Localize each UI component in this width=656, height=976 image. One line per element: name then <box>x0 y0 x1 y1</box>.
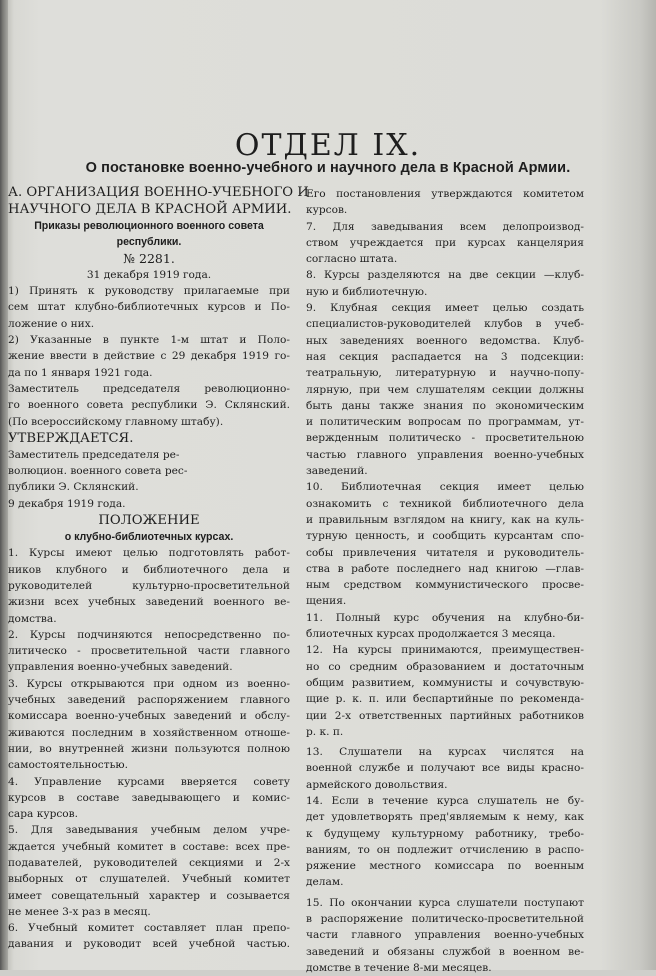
left-column-line: литическо - просветительной части главного <box>8 645 290 658</box>
left-column-line: А. ОРГАНИЗАЦИЯ ВОЕННО-УЧЕБНОГО И <box>8 185 309 200</box>
right-column-line: собы привлечения читателя и руководитель- <box>306 546 584 559</box>
right-column-line: специалистов-руководителей клубов в учеб- <box>306 318 584 331</box>
left-column-line: учебных заведений распоряжением главного <box>8 694 290 707</box>
right-column-line: ства в работе последнего над книгою —глав- <box>306 562 584 575</box>
left-column-line: 3. Курсы открываются при одном из военно- <box>8 677 290 690</box>
right-column-line: театральную, литературную и научно-попу- <box>306 367 584 380</box>
left-column-line: 31 декабря 1919 года. <box>86 268 212 281</box>
left-column-line: 2. Курсы подчиняются непосредственно по- <box>8 628 290 641</box>
left-column-line: курсов в составе заведывающего и комис- <box>8 791 290 804</box>
right-column-line: заведений и обязаны службой в военном ве- <box>306 945 584 958</box>
right-column <box>306 186 584 976</box>
right-column-line: блиотечных курсах продолжается 3 месяца. <box>306 628 556 641</box>
right-column-line: к будущему культурному работнику, требо- <box>306 827 584 840</box>
left-column-line: сара курсов. <box>8 808 78 821</box>
right-column-line: щие р. к. п. или беспартийные по рекоменда- <box>306 693 584 706</box>
left-column-line: № 2281. <box>123 250 175 266</box>
left-column-line: давания и руководит всей учебной частью. <box>8 938 290 951</box>
left-column-line: ников клубного и библиотечного дела и <box>8 563 290 576</box>
right-column-line: домстве в течение 8-ми месяцев. <box>306 961 492 974</box>
left-column-line: жение ввести в действие с 29 декабря 1919 го- <box>8 350 290 363</box>
right-column-line: 10. Библиотечная секция имеет целью <box>306 481 584 494</box>
left-column-line: живаются последним в хозяйственном отноше- <box>8 726 290 739</box>
right-column-line: ную и библиотечную. <box>306 285 428 298</box>
right-column-line: ваниям, то он подлежит отчислению в распо- <box>306 843 584 856</box>
left-column-line: публики Э. Склянский. <box>8 481 139 494</box>
right-column-line: Его постановления утверждаются комитетом <box>306 188 584 200</box>
left-column-line: о клубно-библиотечных курсах. <box>64 531 234 544</box>
right-column-line: делам. <box>306 876 344 889</box>
right-column-line: 15. По окончании курса слушатели поступают <box>306 896 584 909</box>
left-column-line: не менее 3-х раз в месяц. <box>8 905 151 918</box>
section-title: ОТДЕЛ IX. <box>234 128 422 163</box>
right-column-line: 11. Полный курс обучения на клубно-би- <box>306 611 584 624</box>
left-column-line: 1) Принять к руководству прилагаемые при <box>8 285 290 298</box>
right-column-line: армейского довольствия. <box>306 778 448 791</box>
left-column-line: 6. Учебный комитет составляет план препо- <box>8 922 290 935</box>
left-column-line: УТВЕРЖДАЕТСЯ. <box>8 430 134 446</box>
right-column-line: 9. Клубная секция имеет целью создать <box>306 302 584 315</box>
right-column-line: согласно штата. <box>306 253 398 266</box>
right-column-line: турную ценность, и сообщить курсантам спо- <box>306 530 584 543</box>
left-column-line: го военного совета республики Э. Склянский. <box>8 399 290 412</box>
left-column-line: имеет совещательный характер и созывается <box>8 889 290 902</box>
left-column-line: ложение о них. <box>8 317 95 330</box>
right-column-line: но со средним образованием и достаточным <box>306 660 584 673</box>
left-column-line: 4. Управление курсами вверяется совету <box>8 775 290 788</box>
left-column-line: 1. Курсы имеют целью подготовлять работ- <box>8 547 290 560</box>
right-column-line: ным средством коммунистического просве- <box>306 579 584 592</box>
right-column-line: щения. <box>306 595 347 608</box>
left-column-line: ждается учебный комитет в составе: всех пре- <box>8 840 290 853</box>
left-column-line: комиссара военно-учебных заведений и обслу- <box>8 710 290 723</box>
right-column-line: в распоряжение политическо-просветительной <box>306 913 584 926</box>
left-column-line: республики. <box>116 236 182 249</box>
right-column-line: и политическим вопросам по программам, ут- <box>306 416 584 429</box>
right-column-line: 7. Для заведывания всем делопроизвод- <box>306 220 584 233</box>
left-column <box>8 184 309 953</box>
left-column-line: подавателей, руководителей секциями и 2-х <box>8 856 290 869</box>
right-column-line: части главного управления военно-учебных <box>306 929 584 942</box>
left-column-line: руководителей культурно-просветительной <box>8 579 290 592</box>
right-column-line: 12. На курсы принимаются, преимуществен- <box>306 644 584 657</box>
left-column-line: 9 декабря 1919 года. <box>8 497 126 510</box>
right-column-line: общим развитием, коммунисты и сочувствую- <box>306 676 584 689</box>
left-column-line: Заместитель председателя ре- <box>8 448 180 461</box>
right-column-line: 8. Курсы разделяются на две секции —клуб- <box>306 269 584 282</box>
left-column-line: Заместитель председателя революционно- <box>8 382 290 395</box>
right-column-line: р. к. п. <box>306 725 344 738</box>
right-column-line: курсов. <box>306 204 348 217</box>
right-column-line: лярную, при чем слушателям секции должны <box>306 383 584 396</box>
left-column-line: выборных от слушателей. Учебный комитет <box>8 873 290 886</box>
right-column-line: быть даны также знания по экономическим <box>306 399 584 412</box>
left-column-line: ПОЛОЖЕНИЕ <box>98 513 200 529</box>
left-column-line: волюцион. военного совета рес- <box>8 465 188 478</box>
right-column-line: ознакомить с техникой библиотечного дела <box>306 497 584 510</box>
right-column-line: ции 2-х ответственных партийных работников <box>306 709 584 722</box>
left-column-line: (По всероссийскому главному штабу). <box>8 415 224 428</box>
left-column-line: НАУЧНОГО ДЕЛА В КРАСНОЙ АРМИИ. <box>8 202 292 217</box>
left-column-line: сем штат клубно-библиотечных курсов и По- <box>8 301 290 314</box>
left-column-line: жизни всех учебных заведений военного ве- <box>8 596 290 609</box>
right-column-line: и правильным взглядом на книгу, как на куль- <box>306 513 584 526</box>
right-column-line: 14. Если в течение курса слушатель не бу- <box>306 794 584 807</box>
right-column-line: заведений. <box>306 465 368 478</box>
right-column-line: военной службе и получают все виды красно- <box>306 762 584 775</box>
right-column-line: дет удовлетворять пред'являемым к нему, как <box>306 811 584 824</box>
left-column-line: домства. <box>8 612 57 625</box>
right-column-line: ных заведениях военного ведомства. Клуб- <box>306 334 584 347</box>
left-column-line: 2) Указанные в пункте 1-м штат и Поло- <box>8 334 290 347</box>
right-column-line: ством учреждается при курсах канцелярия <box>306 236 584 249</box>
left-column-line: Приказы революционного военного совета <box>34 220 264 232</box>
left-column-line: 5. Для заведывания учебным делом учре- <box>8 824 290 837</box>
left-column-line: самостоятельностью. <box>8 759 128 772</box>
left-column-line: управления военно-учебных заведений. <box>8 661 233 674</box>
right-column-line: 13. Слушатели на курсах числятся на <box>306 746 584 759</box>
right-column-line: частью главного управления военно-учебных <box>306 448 584 461</box>
right-column-line: ряжение местного комиссара по военным <box>306 860 584 873</box>
left-column-line: нии, во внутренней жизни пользуются полною <box>8 742 290 755</box>
right-column-line: вержденным политическо - просветительною <box>306 432 584 445</box>
section-subtitle: О постановке военно-учебного и научного дела в Красной Армии. <box>85 160 571 176</box>
right-column-line: ная секция распадается на 3 подсекции: <box>306 350 584 363</box>
left-column-line: да по 1 января 1921 года. <box>8 366 153 379</box>
